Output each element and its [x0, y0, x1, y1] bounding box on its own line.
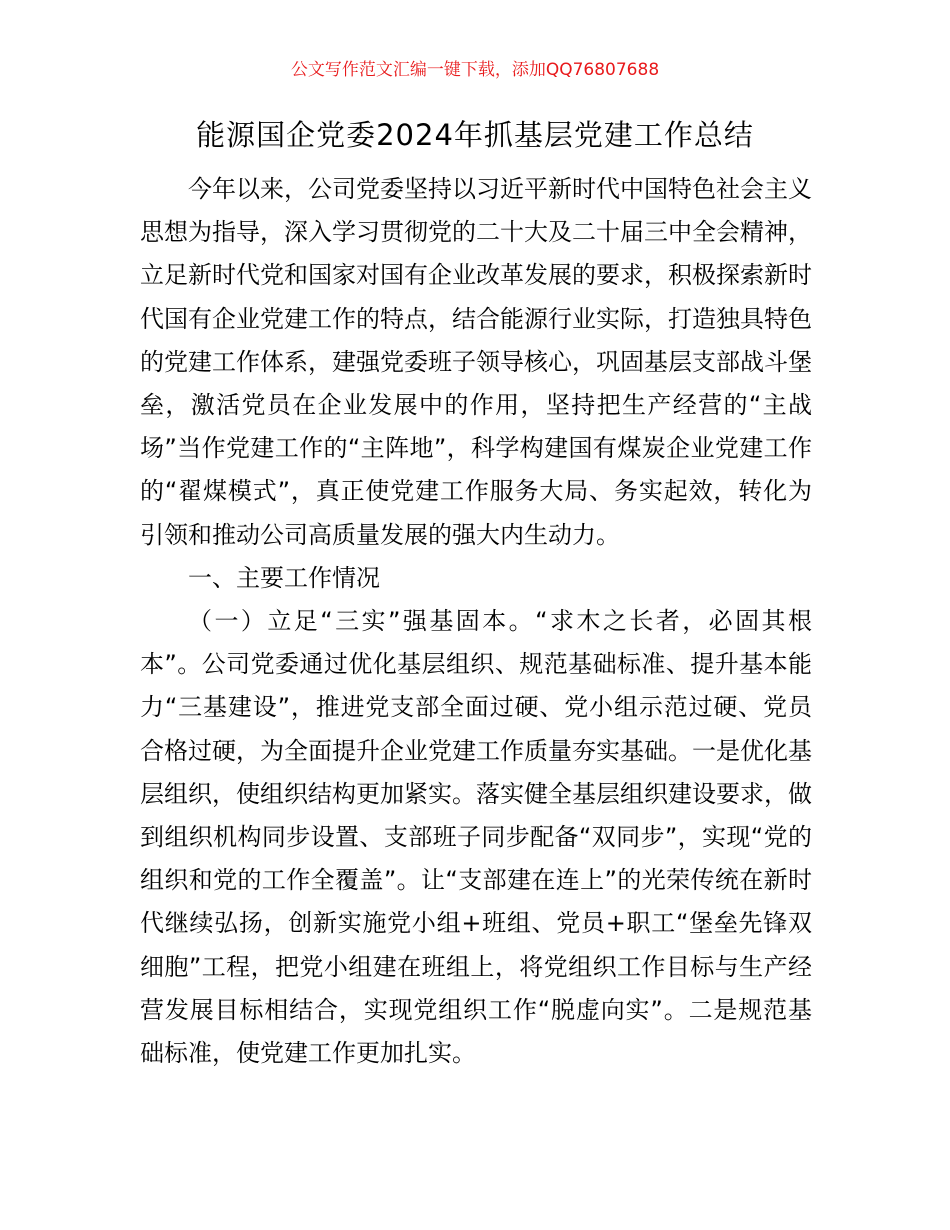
- document-body: [140, 168, 812, 1075]
- document-title: 能源国企党委2024年抓基层党建工作总结: [196, 118, 754, 152]
- intro-paragraph: 今年以来，公司党委坚持以习近平新时代中国特色社会主义思想为指导，深入学习贯彻党的二十大及二十届三中全会精神，立足新时代党和国家对国有企业改革发展的要求，积极探索新时代国有企业党建工作的特点，结合能源行业实际，打造独具特色的党建工作体系，建强党委班子领导核心，巩固基层支部战斗堡垒，激活党员在企业发展中的作用，坚持把生产经营的“主战场”当作党建工作的“主阵地”，科学构建国有煤炭企业党建工作的“翟煤模式”，真正使党建工作服务大局、务实起效，转化为引领和推动公司高质量发展的强大内生动力。: [140, 175, 812, 549]
- section-heading: 一、主要工作情况: [188, 563, 380, 592]
- subsection-paragraph: （一）立足“三实”强基固本。“求木之长者，必固其根本”。公司党委通过优化基层组织、规范基础标准、提升基本能力“三基建设”，推进党支部全面过硬、党小组示范过硬、党员合格过硬，为全面提升企业党建工作质量夯实基础。一是优化基层组织，使组织结构更加紧实。落实健全基层组织建设要求，做到组织机构同步设置、支部班子同步配备“双同步”，实现“党的组织和党的工作全覆盖”。让“支部建在连上”的光荣传统在新时代继续弘扬，创新实施党小组+班组、党员+职工“堡垒先锋双细胞”工程，把党小组建在班组上，将党组织工作目标与生产经营发展目标相结合，实现党组织工作“脱虚向实”。二是规范基础标准，使党建工作更加扎实。: [140, 607, 812, 1068]
- download-banner: 公文写作范文汇编一键下载，添加QQ76807688: [290, 60, 660, 80]
